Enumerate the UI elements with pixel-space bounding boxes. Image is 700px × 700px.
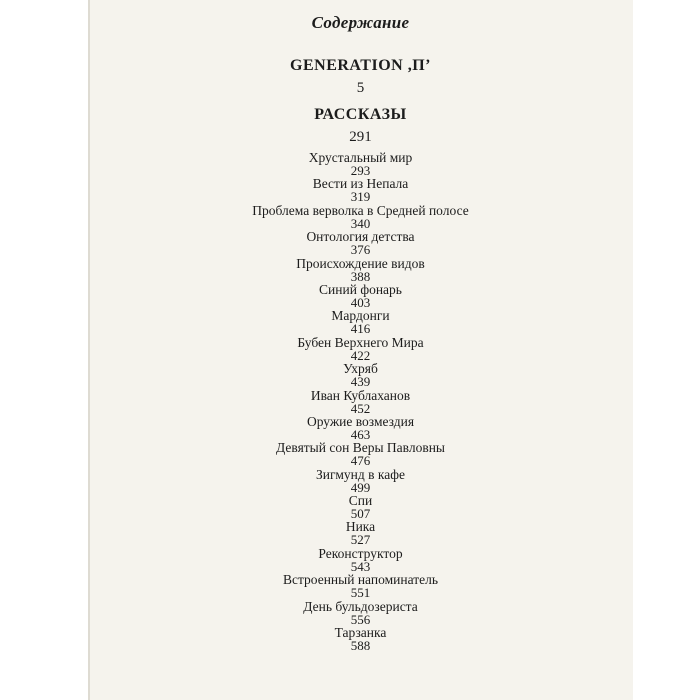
toc-entry-page: 463 [350,426,371,442]
toc-entry [88,151,633,177]
section-page-generation: 5 [356,80,365,96]
toc-entry-title: Девятый сон Веры Павловны [276,440,445,456]
toc-entry-page: 527 [350,532,371,548]
toc-entry-page: 319 [350,189,371,205]
toc-entry-title: Реконструктор [318,545,403,561]
toc-entry-title: День бульдозериста [303,598,418,614]
toc-entry [88,230,633,256]
toc-entry-title: Синий фонарь [319,281,402,297]
toc-entry-title: Бубен Верхнего Мира [297,334,424,350]
toc-entry-page: 507 [350,506,371,522]
toc-entry [88,415,633,441]
toc-entry-title: Иван Кублаханов [310,387,411,403]
toc-entry-page: 403 [350,294,371,310]
toc-entry [88,362,633,388]
toc-entry [88,520,633,546]
toc-entry [88,573,633,599]
toc-entry-title: Мардонги [331,308,390,324]
toc-entry-title: Оружие возмездия [306,413,415,429]
toc-entry-title: Спи [348,493,373,509]
toc-entry-title: Вести из Непала [312,176,409,192]
toc-entry-title: Онтология детства [306,229,415,245]
toc-entry [88,283,633,309]
toc-entry-page: 499 [350,479,371,495]
contents-heading: Содержание [311,13,410,32]
section-title-stories: РАССКАЗЫ [314,106,407,123]
toc-entry-page: 416 [350,321,371,337]
toc-entry-page: 588 [350,638,371,654]
book-page [88,0,633,700]
toc-entry [88,494,633,520]
toc-entry-title: Встроенный напоминатель [282,572,438,588]
toc-entry-title: Происхождение видов [296,255,425,271]
toc-entry [88,204,633,230]
toc-entry-title: Тарзанка [334,625,387,641]
toc-entry [88,547,633,573]
toc-entry [88,626,633,652]
toc-entry [88,441,633,467]
toc-entry-page: 422 [350,347,371,363]
toc-entry-page: 376 [350,242,371,258]
toc-entry-page: 293 [350,163,371,178]
section-title-generation: GENERATION ,П’ [290,57,431,74]
toc-entry-title: Ника [345,519,376,535]
toc-entry [88,389,633,415]
toc-entry [88,468,633,494]
toc-entry [88,257,633,283]
toc-entry-page: 340 [350,215,371,231]
toc-entry-title: Проблема верволка в Средней полосе [252,202,469,218]
toc-entry-page: 543 [350,558,371,574]
toc-entry-title: Зигмунд в кафе [316,466,405,482]
toc-entry [88,336,633,362]
toc-entry-page: 551 [350,585,371,601]
stories-list [88,151,633,652]
toc-entry [88,309,633,335]
section-page-stories: 291 [349,129,372,145]
toc-entry-page: 388 [350,268,371,284]
toc-entry-title: Ухряб [343,361,378,377]
toc-entry [88,177,633,203]
toc-entry [88,600,633,626]
toc-entry-page: 476 [350,453,371,469]
toc-entry-page: 452 [350,400,371,416]
toc-entry-title: Хрустальный мир [308,150,413,165]
toc-entry-page: 439 [350,374,371,390]
toc-entry-page: 556 [350,611,371,627]
